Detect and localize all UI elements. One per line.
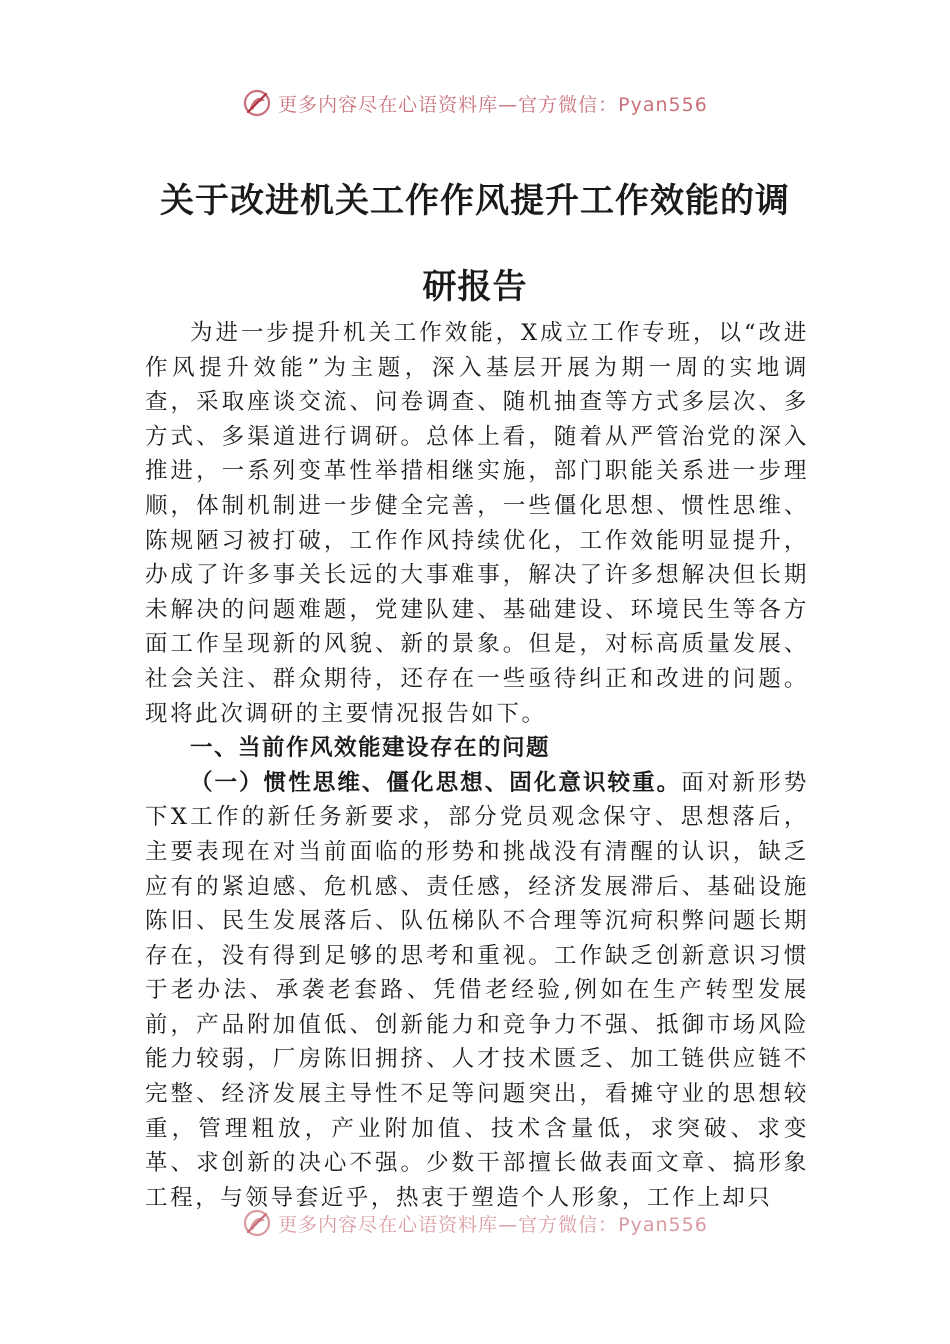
watermark-header: [0, 86, 950, 120]
subsection-lead: （一）惯性思维、僵化思想、固化意识较重。: [190, 769, 682, 796]
subsection-text: 面对新形势下X工作的新任务新要求，部分党员观念保守、思想落后，主要表现在对当前面临的形势和挑战没有清醒的认识，缺乏应有的紧迫感、危机感、责任感，经济发展滞后、基础设施陈旧、民生发展落后、队伍梯队不合理等沉疴积弊问题长期存在，没有得到足够的思考和重视。工作缺乏创新意识习惯于老办法、承袭老套路、凭借老经验,例如在生产转型发展前，产品附加值低、创新能力和竞争力不强、抵御市场风险能力较弱，厂房陈旧拥挤、人才技术匮乏、加工链供应链不完整、经济发展主导性不足等问题突出，看摊守业的思想较重，管理粗放，产业附加值、技术含量低，求突破、求变革、求创新的决心不强。少数干部擅长做表面文章、搞形象工程，与领导套近乎，热衷于塑造个人形象，工作上却只: [145, 769, 809, 1211]
intro-paragraph: 为进一步提升机关工作效能，X成立工作专班，以“改进作风提升效能”为主题，深入基层开展为期一周的实地调查，采取座谈交流、问卷调查、随机抽查等方式多层次、多方式、多渠道进行调研。总体上看，随着从严管治党的深入推进，一系列变革性举措相继实施，部门职能关系进一步理顺，体制机制进一步健全完善，一些僵化思想、惯性思维、陈规陋习被打破，工作作风持续优化，工作效能明显提升，办成了许多事关长远的大事难事，解决了许多想解决但长期未解决的问题难题，党建队建、基础建设、环境民生等各方面工作呈现新的风貌、新的景象。但是，对标高质量发展、社会关注、群众期待，还存在一些亟待纠正和改进的问题。现将此次调研的主要情况报告如下。: [145, 320, 809, 727]
section-heading: 一、当前作风效能建设存在的问题: [190, 735, 551, 762]
watermark-text: 更多内容尽在心语资料库—官方微信：Pyan556: [278, 93, 708, 116]
subsection-paragraph: [145, 766, 809, 1216]
document-title: 关于改进机关工作作风提升工作效能的调研报告: [160, 181, 790, 307]
watermark-footer: [0, 1206, 950, 1240]
document-body: [145, 316, 809, 1215]
brand-logo-icon: [242, 88, 272, 118]
watermark-text: 更多内容尽在心语资料库—官方微信：Pyan556: [278, 1213, 708, 1236]
brand-logo-icon: [242, 1208, 272, 1238]
